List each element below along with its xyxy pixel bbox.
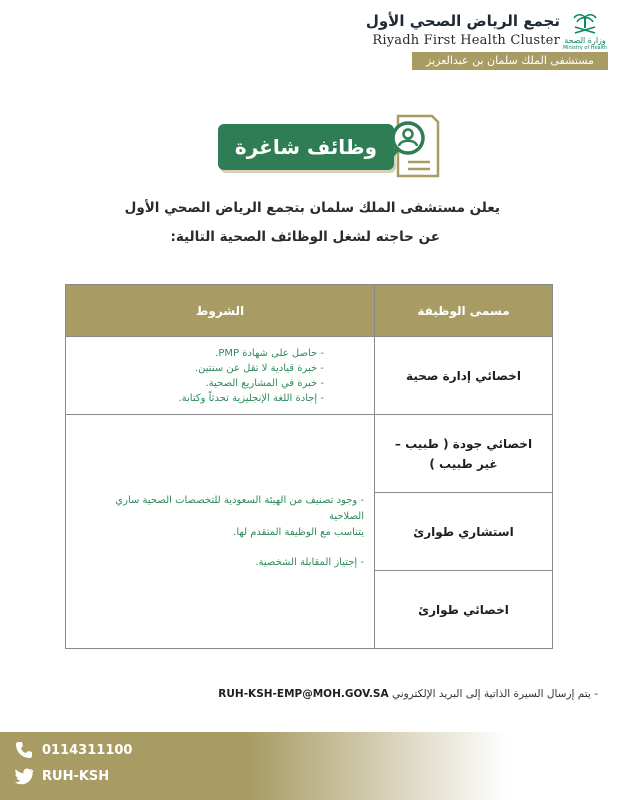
vacancy-title: وظائف شاغرة <box>218 124 394 170</box>
job-title: استشاري طوارئ <box>413 524 514 539</box>
condition-item: - خبرة قيادية لا تقل عن سنتين. <box>195 362 324 374</box>
condition-item: - إجادة اللغة الإنجليزية تحدثاً وكتابة. <box>178 392 324 404</box>
cluster-name-arabic: تجمع الرياض الصحي الأول <box>365 12 560 30</box>
cluster-name-english: Riyadh First Health Cluster <box>372 33 560 48</box>
header-job-title: مسمى الوظيفة <box>375 285 553 337</box>
condition-item: - وجود تصنيف من الهيئة السعودية للتخصصات الصحية ساري الصلاحية <box>115 494 364 522</box>
email-address[interactable]: RUH-KSH-EMP@MOH.GOV.SA <box>218 688 389 700</box>
intro-line-2: عن حاجته لشغل الوظائف الصحية التالية: <box>170 229 440 245</box>
job-title-cell <box>375 337 553 415</box>
condition-item: يتناسب مع الوظيفة المتقدم لها. <box>233 526 364 538</box>
conditions-cell <box>66 415 375 649</box>
job-title-cell <box>375 571 553 649</box>
conditions-cell <box>66 337 375 415</box>
vacancy-badge <box>216 112 438 180</box>
magnifier-person-document-icon <box>384 112 440 180</box>
contact-band-fade <box>250 732 618 800</box>
job-title: اخصائي طوارئ <box>418 602 509 617</box>
social-handle[interactable]: RUH-KSH <box>42 768 110 784</box>
jobs-table <box>65 284 553 649</box>
condition-item: - حاصل على شهادة PMP. <box>215 347 324 359</box>
table-row <box>66 415 553 493</box>
email-note-text: - يتم إرسال السيرة الذاتية إلى البريد الإلكتروني <box>391 688 598 700</box>
email-note <box>18 688 598 700</box>
table-row <box>66 337 553 415</box>
table-header-row <box>66 285 553 337</box>
phone-row <box>14 740 132 760</box>
job-title-cell <box>375 415 553 493</box>
header-conditions: الشروط <box>66 285 375 337</box>
job-title-cell <box>375 493 553 571</box>
palm-swords-icon <box>570 12 600 36</box>
job-title: اخصائي إدارة صحية <box>406 368 521 383</box>
phone-number[interactable]: 0114311100 <box>42 742 133 758</box>
condition-item: - إجتياز المقابلة الشخصية. <box>255 556 364 568</box>
contact-band <box>0 732 618 800</box>
moh-logo <box>562 12 608 56</box>
condition-item: - خبرة في المشاريع الصحية. <box>205 377 324 389</box>
hospital-name: مستشفى الملك سلمان بن عبدالعزيز <box>412 52 608 70</box>
twitter-icon <box>14 767 34 785</box>
moh-logo-english: Ministry of Health <box>562 45 608 51</box>
phone-icon <box>14 740 34 760</box>
job-title: اخصائي جودة ( طبيب – غير طبيب ) <box>394 436 533 471</box>
intro-line-1: يعلن مستشفى الملك سلمان بتجمع الرياض الصحي الأول <box>124 200 500 216</box>
moh-logo-arabic: وزارة الصحة <box>564 36 606 45</box>
social-row <box>14 767 109 785</box>
header <box>8 12 608 72</box>
conditions-list <box>80 493 364 571</box>
conditions-list <box>80 346 364 406</box>
